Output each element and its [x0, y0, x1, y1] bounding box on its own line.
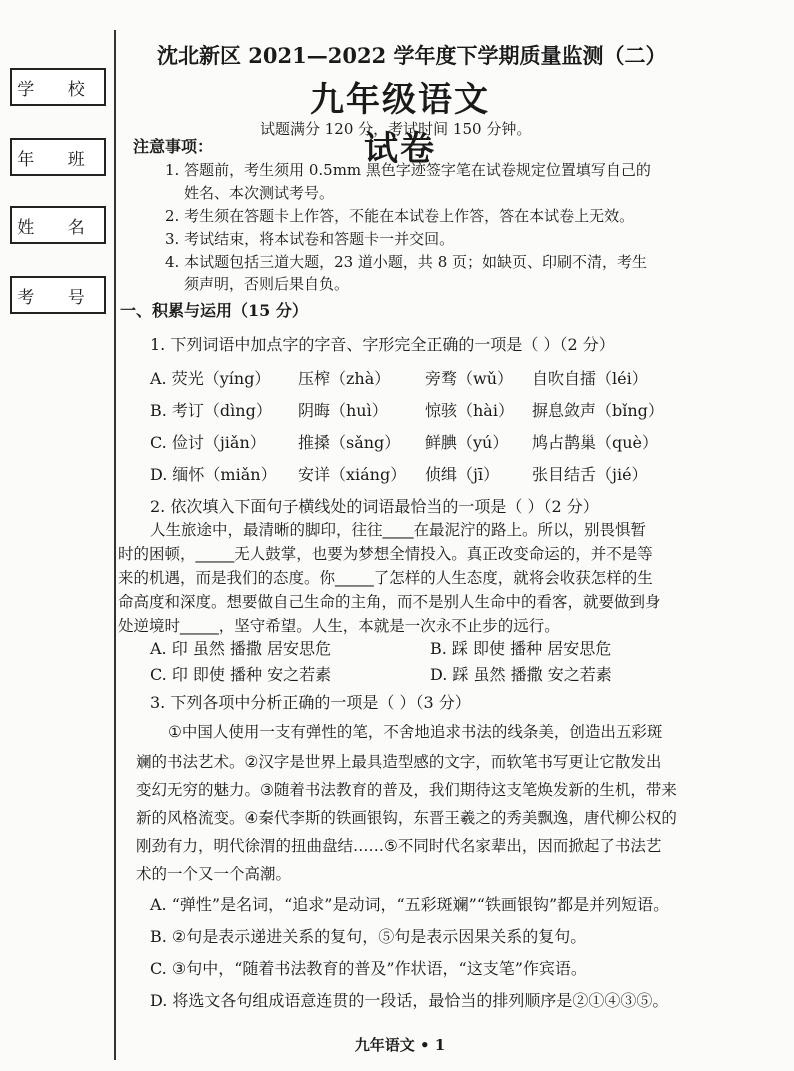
q1-option-b: B. 考订（dìng） — [150, 401, 272, 420]
q1-option-c-word: 鸠占鹊巢（què） — [532, 433, 659, 452]
page-footer: 九年语文 • 1 — [354, 1036, 446, 1054]
q2-option-d: D. 踩 虽然 播撒 安之若素 — [430, 665, 612, 684]
q1-option-a-word: 压榨（zhà） — [298, 369, 391, 388]
q1-option-c: C. 俭讨（jiǎn） — [150, 433, 266, 452]
school-field-label: 学 校 — [10, 68, 106, 106]
q1-option-a-word: 自吹自擂（léi） — [532, 369, 648, 388]
q1-option-c-word: 推搡（sǎng） — [298, 433, 401, 452]
q2-passage-line: 时的困顿，_____无人鼓掌，也要为梦想全情投入。真正改变命运的，并不是等 — [118, 545, 653, 563]
q1-option-c-word: 鲜腆（yú） — [425, 433, 509, 452]
q2-passage-line: 人生旅途中，最清晰的脚印，往往____在最泥泞的路上。所以，别畏惧暂 — [150, 521, 647, 539]
q1-option-b-word: 惊骇（hài） — [425, 401, 514, 420]
exam-info: 试题满分 120 分，考试时间 150 分钟。 — [260, 120, 532, 138]
q1-option-a-word: 旁骛（wǔ） — [425, 369, 514, 388]
exam-title: 九年级语文试卷 — [310, 80, 490, 169]
notice-line: 2. 考生须在答题卡上作答，不能在本试卷上作答，答在本试卷上无效。 — [165, 207, 635, 225]
q3-option-c: C. ③句中，“随着书法教育的普及”作状语，“这支笔”作宾语。 — [150, 959, 587, 978]
q3-passage-line: 新的风格流变。④秦代李斯的铁画银钩，东晋王羲之的秀美飘逸，唐代柳公权的 — [136, 809, 677, 827]
notice-line: 1. 答题前，考生须用 0.5mm 黑色字迹签字笔在试卷规定位置填写自己的 — [165, 161, 651, 179]
q3-passage-line: 术的一个又一个高潮。 — [136, 865, 292, 883]
notice-line: 3. 考试结束，将本试卷和答题卡一并交回。 — [165, 230, 455, 248]
question-2-stem: 2. 依次填入下面句子横线处的词语最恰当的一项是（ ）（2 分） — [150, 497, 599, 516]
q3-option-d: D. 将选文各句组成语意连贯的一段话，最恰当的排列顺序是②①④③⑤。 — [150, 991, 669, 1010]
question-1-stem: 1. 下列词语中加点字的字音、字形完全正确的一项是（ ）（2 分） — [150, 335, 615, 354]
q1-option-d-word: 张目结舌（jié） — [532, 465, 648, 484]
section-title: 一、积累与运用（15 分） — [120, 301, 308, 320]
exam-header: 沈北新区 2021—2022 学年度下学期质量监测（二） — [157, 43, 667, 68]
q2-option-c: C. 印 即使 播种 安之若素 — [150, 665, 332, 684]
q2-passage-line: 来的机遇，而是我们的态度。你_____了怎样的人生态度，就将会收获怎样的生 — [118, 569, 653, 587]
q1-option-b-word: 阴晦（huì） — [298, 401, 388, 420]
q3-passage-line: 变幻无穷的魅力。③随着书法教育的普及，我们期待这支笔焕发新的生机，带来 — [136, 781, 677, 799]
q1-option-a: A. 荧光（yíng） — [150, 369, 271, 388]
notice-line: 4. 本试题包括三道大题，23 道小题，共 8 页；如缺页、印刷不清，考生 — [165, 253, 648, 271]
name-field-label: 姓 名 — [10, 206, 106, 244]
q1-option-d-word: 安详（xiáng） — [298, 465, 407, 484]
q3-passage-line: ①中国人使用一支有弹性的笔，不舍地追求书法的线条美，创造出五彩斑 — [168, 723, 663, 741]
q2-option-a: A. 印 虽然 播撒 居安思危 — [150, 639, 331, 658]
q1-option-d-word: 侦缉（jī） — [425, 465, 500, 484]
q3-passage-line: 刚劲有力，明代徐渭的扭曲盘结……⑤不同时代名家辈出，因而掀起了书法艺 — [136, 837, 662, 855]
q1-option-b-word: 摒息敛声（bǐng） — [532, 401, 664, 420]
notice-line: 须声明，否则后果自负。 — [184, 275, 350, 293]
notice-title: 注意事项： — [133, 137, 214, 156]
binding-line — [114, 30, 116, 1060]
q2-passage-line: 处逆境时_____，坚守希望。人生，本就是一次永不止步的远行。 — [118, 617, 560, 635]
notice-line: 姓名、本次测试考号。 — [184, 184, 335, 202]
q3-passage-line: 斓的书法艺术。②汉字是世界上最具造型感的文字，而软笔书写更让它散发出 — [136, 753, 662, 771]
q3-option-a: A. “弹性”是名词，“追求”是动词，“五彩斑斓”“铁画银钩”都是并列短语。 — [150, 895, 670, 914]
q3-option-b: B. ②句是表示递进关系的复句，⑤句是表示因果关系的复句。 — [150, 927, 587, 946]
q1-option-d: D. 缅怀（miǎn） — [150, 465, 277, 484]
q2-passage-line: 命高度和深度。想要做自己生命的主角，而不是别人生命中的看客，就要做到身 — [118, 593, 661, 611]
exam-number-field-label: 考 号 — [10, 276, 106, 314]
class-field-label: 年 班 — [10, 138, 106, 176]
q2-option-b: B. 踩 即使 播种 居安思危 — [430, 639, 612, 658]
question-3-stem: 3. 下列各项中分析正确的一项是（ ）（3 分） — [150, 693, 471, 712]
